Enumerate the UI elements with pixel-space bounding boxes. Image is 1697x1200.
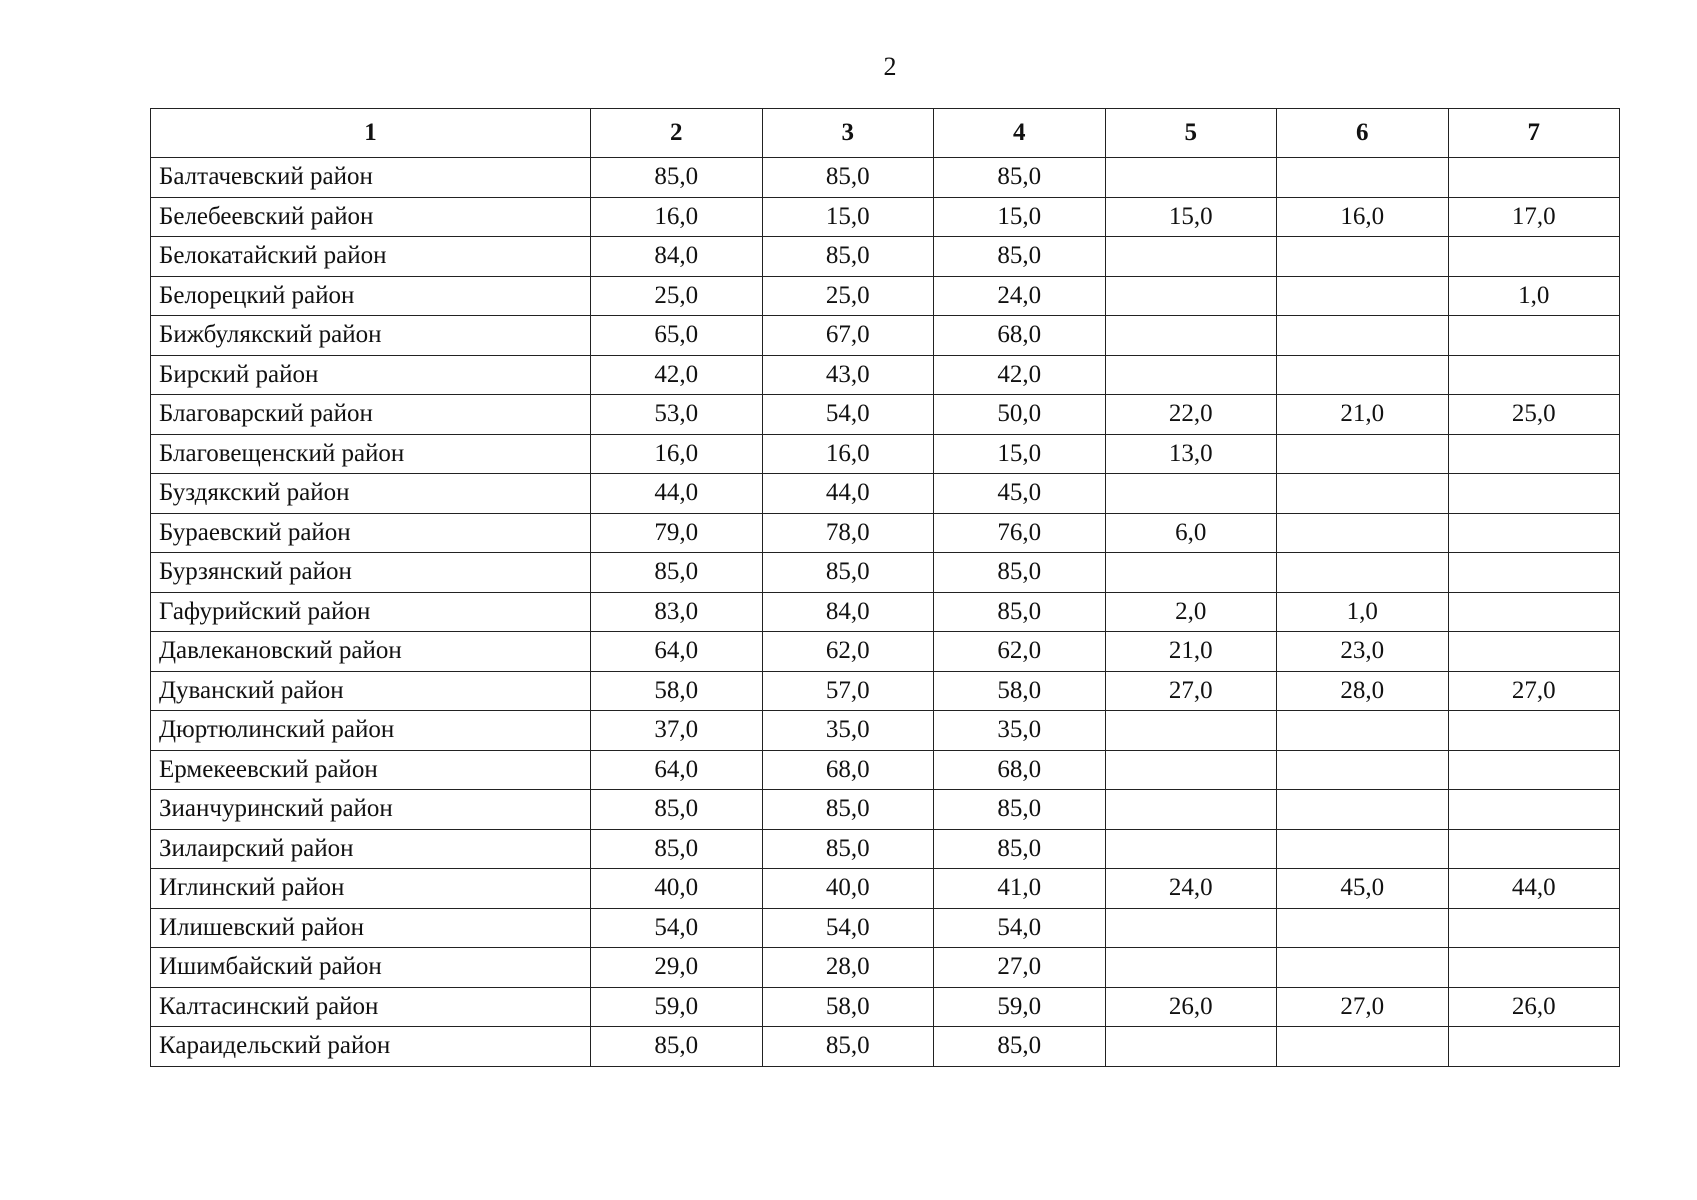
value-cell: 85,0 [934,237,1106,277]
table-row [151,711,1620,751]
value-cell [1448,434,1620,474]
table-row [151,316,1620,356]
column-header: 4 [934,109,1106,158]
value-cell: 68,0 [934,316,1106,356]
value-cell: 40,0 [762,869,934,909]
district-name-cell: Илишевский район [151,908,591,948]
value-cell: 64,0 [591,750,763,790]
value-cell [1277,1027,1449,1067]
value-cell: 41,0 [934,869,1106,909]
value-cell: 85,0 [934,1027,1106,1067]
value-cell [1448,750,1620,790]
value-cell: 16,0 [762,434,934,474]
district-name-cell: Калтасинский район [151,987,591,1027]
value-cell: 27,0 [1277,987,1449,1027]
value-cell: 2,0 [1105,592,1277,632]
district-name-cell: Ермекеевский район [151,750,591,790]
value-cell [1277,355,1449,395]
value-cell: 1,0 [1277,592,1449,632]
value-cell: 15,0 [762,197,934,237]
district-name-cell: Бижбулякский район [151,316,591,356]
value-cell: 27,0 [1105,671,1277,711]
value-cell: 28,0 [762,948,934,988]
value-cell: 85,0 [934,158,1106,198]
value-cell [1277,553,1449,593]
value-cell: 24,0 [934,276,1106,316]
value-cell: 54,0 [591,908,763,948]
value-cell [1105,711,1277,751]
table-row [151,237,1620,277]
value-cell: 1,0 [1448,276,1620,316]
value-cell: 16,0 [1277,197,1449,237]
table-row [151,592,1620,632]
table-row [151,158,1620,198]
value-cell [1448,1027,1620,1067]
value-cell: 27,0 [934,948,1106,988]
value-cell: 85,0 [762,553,934,593]
value-cell: 44,0 [591,474,763,514]
table-row [151,632,1620,672]
value-cell: 50,0 [934,395,1106,435]
value-cell: 35,0 [762,711,934,751]
value-cell [1105,355,1277,395]
value-cell: 84,0 [591,237,763,277]
value-cell: 85,0 [762,790,934,830]
value-cell [1448,632,1620,672]
value-cell: 44,0 [762,474,934,514]
district-name-cell: Дуванский район [151,671,591,711]
table-row [151,869,1620,909]
value-cell: 45,0 [934,474,1106,514]
table-body [151,158,1620,1067]
column-header: 2 [591,109,763,158]
value-cell: 21,0 [1277,395,1449,435]
value-cell [1448,908,1620,948]
table-row [151,987,1620,1027]
value-cell: 21,0 [1105,632,1277,672]
value-cell: 58,0 [762,987,934,1027]
value-cell: 62,0 [934,632,1106,672]
header-row [151,109,1620,158]
table-row [151,671,1620,711]
value-cell [1277,790,1449,830]
district-name-cell: Благовещенский район [151,434,591,474]
value-cell [1277,237,1449,277]
table-row [151,829,1620,869]
value-cell: 45,0 [1277,869,1449,909]
value-cell: 76,0 [934,513,1106,553]
value-cell [1448,316,1620,356]
value-cell: 58,0 [591,671,763,711]
column-header: 5 [1105,109,1277,158]
value-cell: 68,0 [762,750,934,790]
table-row [151,355,1620,395]
value-cell [1105,948,1277,988]
district-name-cell: Балтачевский район [151,158,591,198]
value-cell: 85,0 [762,829,934,869]
district-name-cell: Караидельский район [151,1027,591,1067]
column-header: 7 [1448,109,1620,158]
value-cell: 85,0 [591,1027,763,1067]
value-cell [1277,829,1449,869]
value-cell: 15,0 [1105,197,1277,237]
value-cell [1105,750,1277,790]
page-number: 2 [883,52,897,81]
table-header [151,109,1620,158]
value-cell: 85,0 [934,829,1106,869]
value-cell [1277,158,1449,198]
table-row [151,790,1620,830]
value-cell [1448,355,1620,395]
value-cell: 16,0 [591,434,763,474]
value-cell: 85,0 [591,829,763,869]
table-row [151,750,1620,790]
table-row [151,276,1620,316]
table-row [151,395,1620,435]
value-cell [1105,474,1277,514]
district-name-cell: Бураевский район [151,513,591,553]
value-cell [1105,908,1277,948]
value-cell: 25,0 [1448,395,1620,435]
value-cell [1277,750,1449,790]
table-row [151,553,1620,593]
value-cell: 6,0 [1105,513,1277,553]
district-name-cell: Давлекановский район [151,632,591,672]
district-name-cell: Буздякский район [151,474,591,514]
district-name-cell: Иглинский район [151,869,591,909]
value-cell: 64,0 [591,632,763,672]
district-name-cell: Зилаирский район [151,829,591,869]
value-cell: 42,0 [934,355,1106,395]
value-cell: 53,0 [591,395,763,435]
district-name-cell: Ишимбайский район [151,948,591,988]
value-cell: 26,0 [1448,987,1620,1027]
value-cell: 23,0 [1277,632,1449,672]
table-row [151,197,1620,237]
value-cell [1277,434,1449,474]
table-row [151,513,1620,553]
value-cell: 29,0 [591,948,763,988]
value-cell: 79,0 [591,513,763,553]
value-cell: 15,0 [934,197,1106,237]
value-cell [1277,711,1449,751]
value-cell [1448,237,1620,277]
value-cell: 42,0 [591,355,763,395]
value-cell [1277,276,1449,316]
table-row [151,434,1620,474]
value-cell: 85,0 [934,553,1106,593]
value-cell [1105,158,1277,198]
value-cell: 40,0 [591,869,763,909]
value-cell: 85,0 [934,592,1106,632]
district-name-cell: Благоварский район [151,395,591,435]
value-cell [1448,592,1620,632]
value-cell: 85,0 [591,158,763,198]
value-cell: 54,0 [934,908,1106,948]
value-cell: 85,0 [762,237,934,277]
value-cell: 62,0 [762,632,934,672]
value-cell: 16,0 [591,197,763,237]
value-cell: 28,0 [1277,671,1449,711]
value-cell: 57,0 [762,671,934,711]
value-cell: 58,0 [934,671,1106,711]
value-cell: 59,0 [591,987,763,1027]
value-cell: 78,0 [762,513,934,553]
table-row [151,1027,1620,1067]
value-cell: 27,0 [1448,671,1620,711]
value-cell [1448,948,1620,988]
value-cell: 85,0 [591,553,763,593]
value-cell: 37,0 [591,711,763,751]
value-cell: 25,0 [762,276,934,316]
district-name-cell: Бирский район [151,355,591,395]
value-cell [1277,316,1449,356]
value-cell: 54,0 [762,908,934,948]
value-cell [1277,513,1449,553]
table-row [151,474,1620,514]
value-cell [1105,553,1277,593]
value-cell [1277,474,1449,514]
value-cell: 17,0 [1448,197,1620,237]
column-header: 3 [762,109,934,158]
value-cell: 13,0 [1105,434,1277,474]
value-cell: 15,0 [934,434,1106,474]
district-name-cell: Гафурийский район [151,592,591,632]
value-cell: 65,0 [591,316,763,356]
value-cell: 24,0 [1105,869,1277,909]
value-cell: 68,0 [934,750,1106,790]
column-header: 6 [1277,109,1449,158]
value-cell [1105,316,1277,356]
value-cell [1105,276,1277,316]
value-cell: 26,0 [1105,987,1277,1027]
value-cell [1277,908,1449,948]
value-cell [1448,553,1620,593]
value-cell: 54,0 [762,395,934,435]
district-name-cell: Бурзянский район [151,553,591,593]
value-cell: 85,0 [762,1027,934,1067]
value-cell: 85,0 [934,790,1106,830]
value-cell: 59,0 [934,987,1106,1027]
value-cell: 25,0 [591,276,763,316]
value-cell [1448,158,1620,198]
value-cell [1105,790,1277,830]
value-cell [1105,1027,1277,1067]
district-name-cell: Дюртюлинский район [151,711,591,751]
value-cell: 85,0 [762,158,934,198]
district-name-cell: Зианчуринский район [151,790,591,830]
value-cell [1448,711,1620,751]
value-cell [1448,790,1620,830]
district-name-cell: Белокатайский район [151,237,591,277]
district-name-cell: Белебеевский район [151,197,591,237]
table-row [151,908,1620,948]
value-cell [1448,829,1620,869]
value-cell: 67,0 [762,316,934,356]
value-cell [1448,474,1620,514]
column-header: 1 [151,109,591,158]
value-cell: 44,0 [1448,869,1620,909]
value-cell [1448,513,1620,553]
value-cell [1105,829,1277,869]
value-cell [1277,948,1449,988]
value-cell: 22,0 [1105,395,1277,435]
value-cell: 35,0 [934,711,1106,751]
value-cell: 85,0 [591,790,763,830]
value-cell: 84,0 [762,592,934,632]
district-table [150,108,1620,1067]
value-cell: 43,0 [762,355,934,395]
value-cell: 83,0 [591,592,763,632]
district-name-cell: Белорецкий район [151,276,591,316]
table-row [151,948,1620,988]
value-cell [1105,237,1277,277]
